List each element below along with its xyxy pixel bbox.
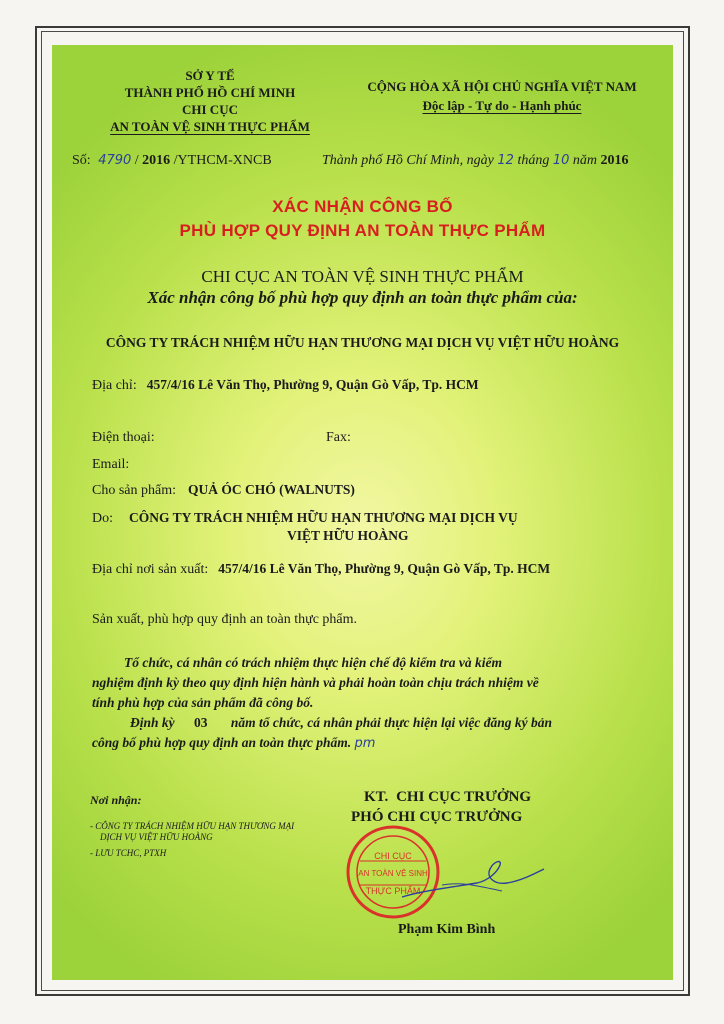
date-year: 2016 xyxy=(600,153,629,168)
signer-kt-row xyxy=(364,789,531,806)
date-day: 12 xyxy=(497,153,514,168)
document-title-1: XÁC NHẬN CÔNG BỐ xyxy=(272,197,453,216)
conformity-statement: Sản xuất, phù hợp quy định an toàn thực phẩm. xyxy=(92,612,358,627)
number-year: 2016 xyxy=(142,153,171,168)
stamp-line-3: THỰC PHẨM xyxy=(365,886,421,896)
recipients-title: Nơi nhận: xyxy=(90,793,142,807)
producer-row xyxy=(92,509,518,527)
number-sep: / xyxy=(134,153,139,168)
date-month: 10 xyxy=(552,153,570,168)
national-header xyxy=(342,77,662,115)
certificate-page xyxy=(52,45,673,980)
recipient-2: - LƯU TCHC, PTXH xyxy=(90,848,167,858)
email-label: Email: xyxy=(92,457,130,472)
company-name: CÔNG TY TRÁCH NHIỆM HỮU HẠN THƯƠNG MẠI DỊCH VỤ VIỆT HỮU HOÀNG xyxy=(105,335,620,350)
signer-name: Phạm Kim Bình xyxy=(398,922,496,937)
producer-value-2: VIỆT HỮU HOÀNG xyxy=(287,528,409,543)
fax-label: Fax: xyxy=(326,430,351,445)
number-code: /YTHCM-XNCB xyxy=(173,153,272,168)
producer-value-1: CÔNG TY TRÁCH NHIỆM HỮU HẠN THƯƠNG MẠI DỊCH VỤ xyxy=(129,510,518,525)
recipient-1-line-1: - CÔNG TY TRÁCH NHIỆM HỮU HẠN THƯƠNG MẠI xyxy=(90,821,295,831)
address-label: Địa chỉ: xyxy=(92,378,137,393)
number-label: Số: xyxy=(72,153,91,168)
national-motto-2: Độc lập - Tự do - Hạnh phúc xyxy=(422,98,582,113)
product-label: Cho sản phẩm: xyxy=(92,483,176,498)
handwritten-initials: pm xyxy=(354,736,376,751)
recipient-1-line-2: DỊCH VỤ VIỆT HỮU HOÀNG xyxy=(100,832,213,842)
responsibility-line-5: công bố phù hợp quy định an toàn thực phẩm. xyxy=(92,735,352,750)
issuer-line-3: CHI CỤC xyxy=(182,102,238,117)
factory-value: 457/4/16 Lê Văn Thọ, Phường 9, Quận Gò Vấp, Tp. HCM xyxy=(218,561,551,576)
responsibility-line-2: nghiệm định kỳ theo quy định hiện hành và phải hoàn toàn chịu trách nhiệm về xyxy=(92,675,539,690)
phone-label: Điện thoại: xyxy=(92,430,155,445)
national-motto-1: CỘNG HÒA XÃ HỘI CHỦ NGHĨA VIỆT NAM xyxy=(367,79,637,94)
number-handwritten: 4790 xyxy=(98,153,132,168)
issuer-line-2: THÀNH PHỐ HỒ CHÍ MINH xyxy=(124,85,296,100)
product-value: QUẢ ÓC CHÓ (WALNUTS) xyxy=(188,482,355,497)
document-number xyxy=(72,153,272,169)
responsibility-line-1: Tổ chức, cá nhân có trách nhiệm thực hiện chế độ kiểm tra và kiểm xyxy=(124,655,503,670)
date-year-label: năm xyxy=(572,153,597,168)
issuer-header xyxy=(90,67,330,135)
confirm-text: Xác nhận công bố phù hợp quy định an toàn thực phẩm của: xyxy=(147,288,578,307)
date-place: Thành phố Hồ Chí Minh, ngày xyxy=(322,153,494,168)
responsibility-paragraph xyxy=(92,653,652,754)
signer-title-1: CHI CỤC TRƯỞNG xyxy=(396,789,532,805)
producer-label: Do: xyxy=(92,511,113,526)
period-value: 03 xyxy=(194,715,208,730)
signer-title-2: PHÓ CHI CỤC TRƯỞNG xyxy=(351,809,523,825)
document-date xyxy=(322,153,629,169)
factory-row xyxy=(92,560,550,578)
stamp-line-2: AN TOÀN VỆ SINH xyxy=(358,869,428,878)
signature xyxy=(382,835,552,915)
responsibility-line-3: tính phù hợp của sản phẩm đã công bố. xyxy=(92,695,314,710)
address-value: 457/4/16 Lê Văn Thọ, Phường 9, Quận Gò Vấp, Tp. HCM xyxy=(146,377,479,392)
product-row xyxy=(92,481,355,499)
issuer-line-1: SỞ Y TẾ xyxy=(185,68,235,83)
document-title-2: PHÙ HỢP QUY ĐỊNH AN TOÀN THỰC PHẨM xyxy=(179,221,546,240)
factory-label: Địa chỉ nơi sản xuất: xyxy=(92,562,209,577)
date-month-label: tháng xyxy=(517,153,550,168)
period-rest: năm tổ chức, cá nhân phải thực hiện lại việc đăng ký bản xyxy=(230,715,552,730)
issuer-line-4: AN TOÀN VỆ SINH THỰC PHẨM xyxy=(110,119,310,134)
address-row xyxy=(92,376,479,394)
period-label: Định kỳ xyxy=(130,715,175,730)
stamp-line-1: CHI CỤC xyxy=(374,851,412,861)
signer-kt: KT. xyxy=(364,789,389,805)
authority-name: CHI CỤC AN TOÀN VỆ SINH THỰC PHẨM xyxy=(201,267,524,286)
signature-icon xyxy=(382,835,552,915)
